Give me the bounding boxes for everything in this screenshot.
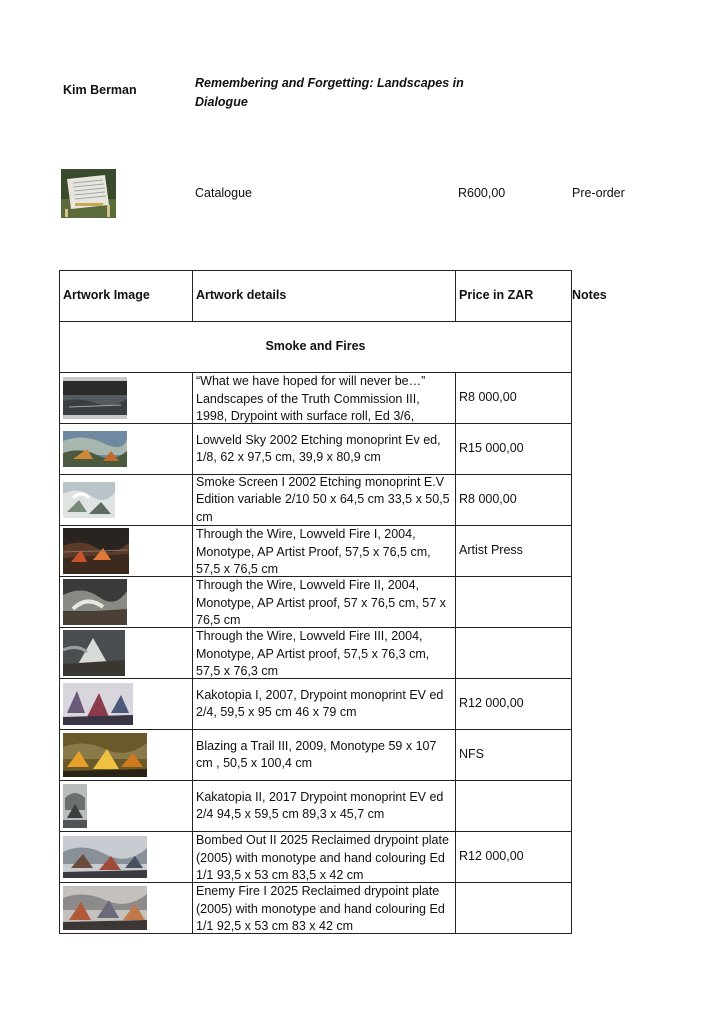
artwork-price bbox=[456, 577, 572, 628]
artwork-thumbnail bbox=[60, 679, 193, 730]
artwork-details: Kakotopia I, 2007, Drypoint monoprint EV ed 2/4, 59,5 x 95 cm 46 x 79 cm bbox=[196, 687, 444, 719]
artwork-details: Through the Wire, Lowveld Fire I, 2004, Monotype, AP Artist Proof, 57,5 x 76,5 cm, 57,5 x 76,5 cm bbox=[196, 527, 431, 576]
artwork-price bbox=[456, 628, 572, 679]
table-row bbox=[60, 730, 572, 781]
catalogue-price: R600,00 bbox=[458, 186, 506, 200]
artwork-thumbnail bbox=[60, 781, 193, 832]
catalogue-note: Pre-order bbox=[572, 186, 625, 200]
artwork-details: Blazing a Trail III, 2009, Monotype 59 x 107 cm , 50,5 x 100,4 cm bbox=[196, 738, 437, 770]
artwork-price: Artist Press bbox=[456, 526, 572, 577]
artwork-thumbnail bbox=[60, 730, 193, 781]
column-header-details: Artwork details bbox=[193, 271, 456, 322]
artwork-details: Enemy Fire I 2025 Reclaimed drypoint plate (2005) with monotype and hand colouring Ed 1/1 92,5 x 53 cm 83 x 42 cm bbox=[196, 884, 445, 933]
artwork-thumbnail bbox=[60, 424, 193, 475]
artwork-thumbnail bbox=[60, 628, 193, 679]
artwork-details: Through the Wire, Lowveld Fire III, 2004, Monotype, AP Artist proof, 57,5 x 76,3 cm, 57,5 x 76,3 cm bbox=[196, 629, 430, 678]
table-row bbox=[60, 526, 572, 577]
section-row bbox=[60, 322, 572, 373]
table-row bbox=[60, 373, 572, 424]
catalogue-thumbnail bbox=[61, 169, 116, 218]
artwork-price: R8 000,00 bbox=[456, 373, 572, 424]
table-header-row bbox=[60, 271, 572, 322]
artwork-price: NFS bbox=[456, 730, 572, 781]
artwork-thumbnail bbox=[60, 832, 193, 883]
artwork-thumbnail bbox=[60, 526, 193, 577]
section-title: Smoke and Fires bbox=[60, 322, 572, 373]
catalogue-label: Catalogue bbox=[195, 186, 252, 200]
column-header-price: Price in ZAR bbox=[456, 271, 572, 322]
artwork-details: Through the Wire, Lowveld Fire II, 2004, Monotype, AP Artist proof, 57 x 76,5 cm, 57 x 76,5 cm bbox=[196, 578, 446, 627]
artwork-thumbnail bbox=[60, 373, 193, 424]
artworks-table bbox=[59, 270, 572, 934]
table-row bbox=[60, 679, 572, 730]
artwork-price: R12 000,00 bbox=[456, 679, 572, 730]
table-row bbox=[60, 424, 572, 475]
artwork-details: Kakatopia II, 2017 Drypoint monoprint EV ed 2/4 94,5 x 59,5 cm 89,3 x 45,7 cm bbox=[196, 789, 444, 821]
artwork-price bbox=[456, 781, 572, 832]
artwork-thumbnail bbox=[60, 577, 193, 628]
artwork-price bbox=[456, 883, 572, 934]
exhibition-title: Remembering and Forgetting: Landscapes in Dialogue bbox=[195, 76, 464, 109]
table-row bbox=[60, 883, 572, 934]
artwork-thumbnail bbox=[60, 475, 193, 526]
artwork-thumbnail bbox=[60, 883, 193, 934]
table-row bbox=[60, 781, 572, 832]
artwork-price: R12 000,00 bbox=[456, 832, 572, 883]
column-header-image: Artwork Image bbox=[60, 271, 193, 322]
table-row bbox=[60, 628, 572, 679]
artist-name: Kim Berman bbox=[63, 83, 137, 97]
table-row bbox=[60, 577, 572, 628]
table-row bbox=[60, 832, 572, 883]
artwork-details: “What we have hoped for will never be…” Landscapes of the Truth Commission III, 1998, Drypoint with surface roll, Ed 3/6, bbox=[196, 374, 426, 423]
column-header-notes: Notes bbox=[572, 288, 607, 302]
artwork-price: R15 000,00 bbox=[456, 424, 572, 475]
artwork-price: R8 000,00 bbox=[456, 475, 572, 526]
table-row bbox=[60, 475, 572, 526]
artwork-details: Smoke Screen I 2002 Etching monoprint E.V Edition variable 2/10 50 x 64,5 cm 33,5 x 50,5 cm bbox=[196, 475, 450, 524]
artwork-details: Bombed Out II 2025 Reclaimed drypoint plate (2005) with monotype and hand colouring Ed 1/1 93,5 x 53 cm 83,5 x 42 cm bbox=[196, 833, 449, 882]
artwork-details: Lowveld Sky 2002 Etching monoprint Ev ed, 1/8, 62 x 97,5 cm, 39,9 x 80,9 cm bbox=[196, 432, 441, 464]
